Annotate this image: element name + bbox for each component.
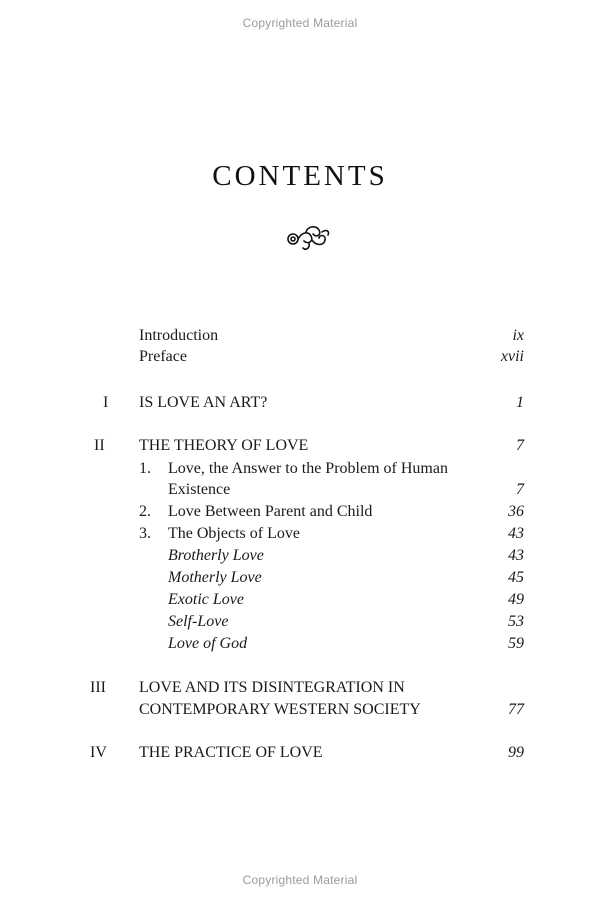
toc-entry-section-2-1-cont[interactable]: Existence (168, 481, 231, 498)
copyright-watermark-bottom: Copyrighted Material (242, 873, 358, 887)
toc-page-chapter-3: 77 (508, 701, 524, 718)
toc-entry-section-2-3[interactable]: The Objects of Love (168, 525, 300, 542)
section-number: 3. (139, 525, 151, 542)
toc-page-preface: xvii (500, 348, 524, 365)
toc-entry-brotherly-love[interactable]: Brotherly Love (168, 547, 264, 564)
toc-entry-chapter-3[interactable]: LOVE AND ITS DISINTEGRATION IN (139, 679, 405, 696)
toc-page-self-love: 53 (508, 613, 524, 630)
toc-page-section-2-2: 36 (508, 503, 524, 520)
chapter-numeral: I (103, 394, 109, 411)
section-number: 2. (139, 503, 151, 520)
toc-entry-chapter-4[interactable]: THE PRACTICE OF LOVE (139, 744, 323, 761)
copyright-watermark-top: Copyrighted Material (242, 16, 358, 30)
toc-entry-section-2-1[interactable]: Love, the Answer to the Problem of Human (168, 460, 448, 477)
toc-page-brotherly-love: 43 (508, 547, 524, 564)
section-number: 1. (139, 460, 151, 477)
toc-page-chapter-4: 99 (508, 744, 524, 761)
chapter-numeral: II (94, 437, 105, 454)
chapter-numeral: IV (90, 744, 107, 761)
chapter-numeral: III (90, 679, 106, 696)
page-title: CONTENTS (212, 160, 388, 192)
toc-entry-section-2-2[interactable]: Love Between Parent and Child (168, 503, 373, 520)
toc-page-love-of-god: 59 (508, 635, 524, 652)
toc-entry-introduction[interactable]: Introduction (139, 327, 219, 344)
toc-entry-love-of-god[interactable]: Love of God (168, 635, 248, 652)
toc-page-section-2-3: 43 (508, 525, 524, 542)
toc-page-chapter-2: 7 (516, 437, 524, 454)
toc-page-exotic-love: 49 (508, 591, 524, 608)
toc-entry-chapter-1[interactable]: IS LOVE AN ART? (139, 394, 268, 411)
toc-entry-exotic-love[interactable]: Exotic Love (168, 591, 244, 608)
toc-page-chapter-1: 1 (516, 394, 524, 411)
toc-page-introduction: ix (512, 327, 524, 344)
decorative-swirl-icon (284, 222, 332, 252)
toc-entry-chapter-3-cont[interactable]: CONTEMPORARY WESTERN SOCIETY (139, 701, 421, 718)
toc-page-section-2-1: 7 (516, 481, 524, 498)
toc-entry-motherly-love[interactable]: Motherly Love (168, 569, 262, 586)
toc-entry-chapter-2[interactable]: THE THEORY OF LOVE (139, 437, 309, 454)
toc-entry-preface[interactable]: Preface (139, 348, 187, 365)
toc-entry-self-love[interactable]: Self-Love (168, 613, 229, 630)
toc-page-motherly-love: 45 (508, 569, 524, 586)
